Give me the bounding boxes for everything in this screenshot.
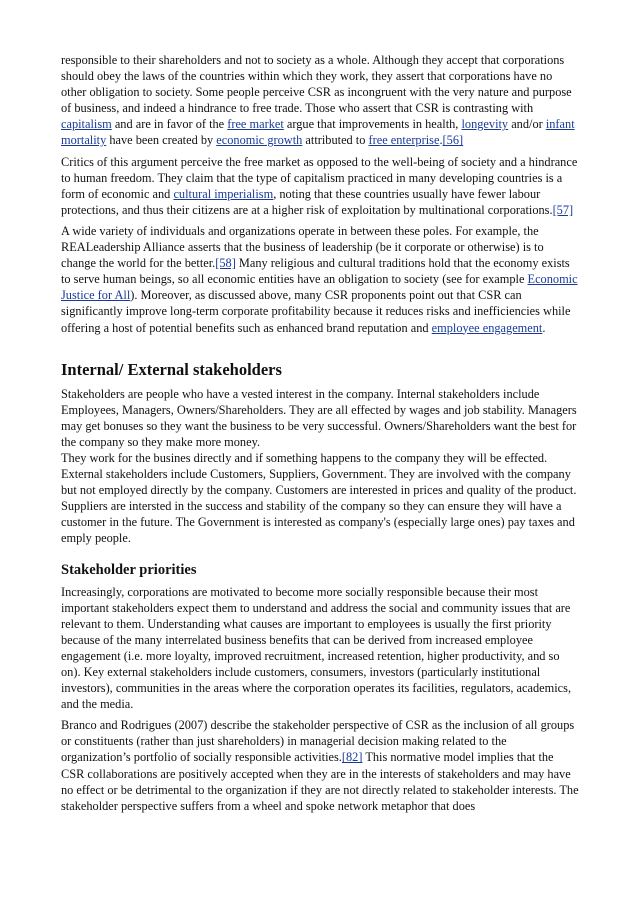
paragraph-branco-rodrigues: Branco and Rodrigues (2007) describe the stakeholder perspective of CSR as the inclusion of all groups or constituents (rather than just shareholders) in managerial decision making related to the organization’s portfolio of socially responsible activities.[82] This normative model implies that the CSR collaborations are positively accepted when they are in the interests of stakeholders and may have no effect or be detrimental to the organization if they are not directly related to stakeholder interests. The stakeholder perspective suffers from a wheel and spoke network metaphor that does — [61, 718, 579, 813]
paragraph-priorities: Increasingly, corporations are motivated to become more socially responsible because their most important stakeholders expect them to understand and address the social and community issues that are relevant to them. Understanding what causes are important to employees is usually the first priority because of the many interrelated business benefits that can be derived from increased employee engagement (i.e. more loyalty, improved recruitment, increased retention, higher productivity, and so on). Key external stakeholders include customers, consumers, investors (particularly institutional investors), communities in the areas where the corporation operates its facilities, regulators, academics, and the media. — [61, 584, 572, 712]
paragraph-wide-variety: A wide variety of individuals and organizations operate in between these poles. For example, the REALeadership Alliance asserts that the business of leadership (be it corporate or otherwise) is to change the world for the better.[58] Many religious and cultural traditions hold that the economy exists to serve human beings, so all economic entities have an obligation to society (see for example Economic Justice for All). Moreover, as discussed above, many CSR proponents point out that CSR can significantly improve long-term corporate profitability because it reduces risks and inefficiencies while offering a host of potential benefits such as enhanced brand reputation and employee engagement. — [61, 223, 578, 335]
reference-58[interactable]: [58] — [215, 256, 236, 271]
link-employee-engagement[interactable]: employee engagement — [431, 320, 543, 335]
link-longevity[interactable]: longevity — [461, 117, 509, 132]
heading-internal-external-stakeholders: Internal/ External stakeholders — [61, 359, 282, 379]
link-capitalism[interactable]: capitalism — [61, 117, 112, 132]
link-free-enterprise[interactable]: free enterprise — [368, 133, 440, 148]
link-economic-growth[interactable]: economic growth — [216, 133, 303, 148]
link-economic-justice[interactable]: Economic Justice for All — [61, 272, 578, 303]
heading-stakeholder-priorities: Stakeholder priorities — [61, 561, 197, 578]
reference-82[interactable]: [82] — [341, 750, 363, 765]
paragraph-stakeholders-internal: Stakeholders are people who have a vested interest in the company. Internal stakeholders include Employees, Managers, Owners/Shareholders. They are all effected by wages and job stability. Managers may get bonuses so they want the business to be very successful. Owners/Shareholders want the best for the company so they make more money. — [61, 386, 577, 449]
reference-56[interactable]: [56] — [442, 133, 464, 148]
link-free-market[interactable]: free market — [227, 117, 284, 132]
paragraph-critics: Critics of this argument perceive the free market as opposed to the well-being of society and a hindrance to human freedom. They claim that the type of capitalism practiced in many developing countries is a form of economic and cultural imperialism, noting that these countries usually have fewer labour protections, and thus their citizens are at a higher risk of exploitation by multinational corporations.[57] — [61, 154, 578, 217]
reference-57[interactable]: [57] — [552, 202, 574, 217]
paragraph-csr-opposition: responsible to their shareholders and not to society as a whole. Although they accept that corporations should obey the laws of the countries within which they work, they assert that corporations have no other obligation to society. Some people perceive CSR as incongruent with the very nature and purpose of business, and indeed a hindrance to free trade. Those who assert that CSR is contrasting with capitalism and are in favor of the free market argue that improvements in health, longevity and/or infant mortality have been created by economic growth attributed to free enterprise.[56] — [61, 53, 575, 148]
link-cultural-imperialism[interactable]: cultural imperialism — [173, 186, 274, 201]
paragraph-stakeholders-external: They work for the busines directly and if something happens to the company they will be effected. External stakeholders include Customers, Suppliers, Government. They are involved with the company but not employed directly by the company. Customers are interested in prices and quality of the product. Suppliers are intersted in the success and stability of the company so they can ensure they will have a customer in the future. The Government is interested as company's (especially large ones) pay taxes and emply people. — [61, 450, 577, 546]
link-infant-mortality[interactable]: infant mortality — [61, 117, 575, 148]
document-page — [61, 52, 579, 819]
